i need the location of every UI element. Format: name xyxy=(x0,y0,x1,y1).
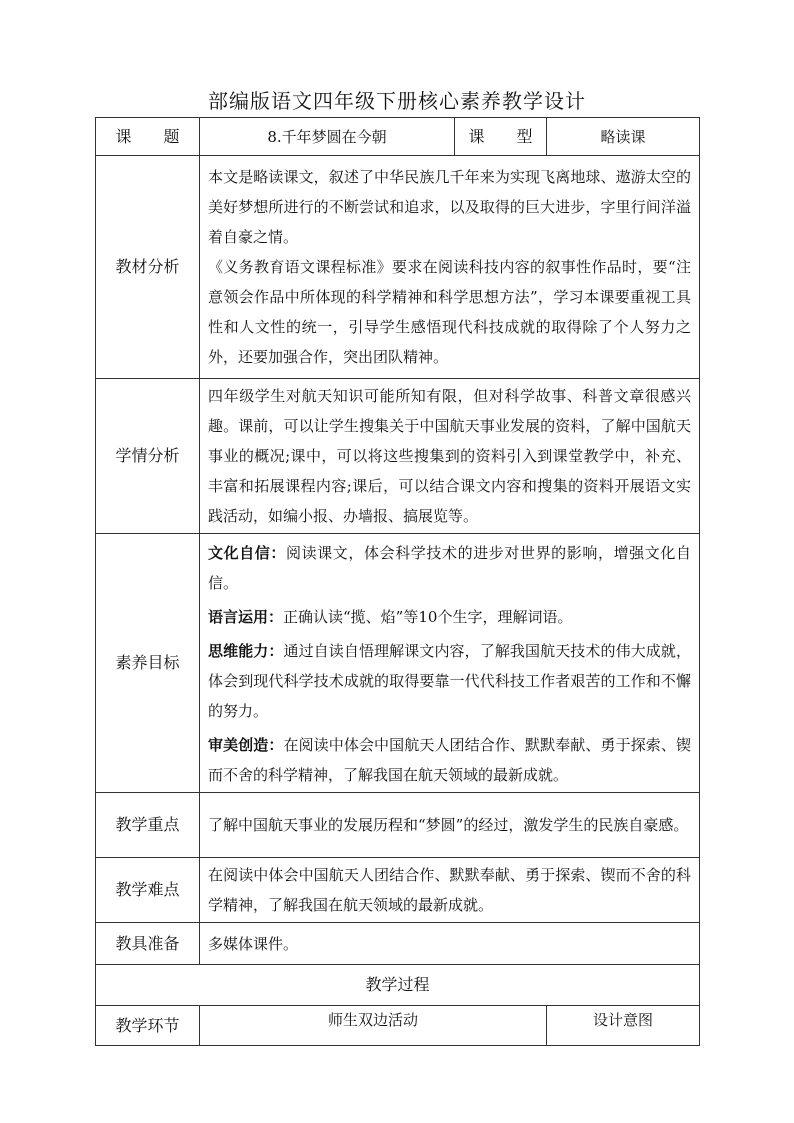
goal-key: 语言运用： xyxy=(208,608,284,626)
lesson-label: 课 题 xyxy=(96,118,200,156)
goal-item xyxy=(208,538,691,598)
page-title: 部编版语文四年级下册核心素养教学设计 xyxy=(208,89,586,113)
goal-text: 阅读课文，体会科学技术的进步对世界的影响，增强文化自信。 xyxy=(208,544,691,592)
goal-item xyxy=(208,730,691,790)
difficult-points-row xyxy=(96,858,700,923)
process-header-row xyxy=(96,1006,700,1046)
teaching-aids-content: 多媒体课件。 xyxy=(200,923,700,965)
key-points-row xyxy=(96,793,700,858)
teaching-aids-row xyxy=(96,923,700,965)
literacy-goals-label: 素养目标 xyxy=(96,534,200,793)
goal-text: 通过自读自悟理解课文内容，了解我国航天技术的伟大成就，体会到现代科学技术成就的取得要靠一代代科技工作者艰苦的工作和不懈的努力。 xyxy=(208,642,691,720)
material-paragraph-2: 《义务教育语文课程标准》要求在阅读科技内容的叙事性作品时，要“注意领会作品中所体现的科学精神和科学思想方法”，学习本课要重视工具性和人文性的统一，引导学生感悟现代科技成就的取得除了个人努力之外，还要加强合作，突出团队精神。 xyxy=(208,258,691,366)
difficult-points-label: 教学难点 xyxy=(96,858,200,923)
material-analysis-label: 教材分析 xyxy=(96,156,200,379)
teaching-aids-label: 教具准备 xyxy=(96,923,200,965)
goal-item xyxy=(208,602,691,632)
lesson-title: 8.千年梦圆在今朝 xyxy=(200,118,455,156)
goal-text: 正确认读“揽、焰”等10个生字，理解词语。 xyxy=(283,608,573,626)
goal-text: 在阅读中体会中国航天人团结合作、默默奉献、勇于探索、锲而不舍的科学精神，了解我国在航天领域的最新成就。 xyxy=(208,736,691,784)
student-analysis-content: 四年级学生对航天知识可能所知有限，但对科学故事、科普文章很感兴趣。课前，可以让学生搜集关于中国航天事业发展的资料，了解中国航天事业的概况;课中，可以将这些搜集到的资料引入到课堂教学中，补充、丰富和拓展课程内容;课后，可以结合课文内容和搜集的资料开展语文实践活动，如编小报、办墙报、搞展览等。 xyxy=(200,379,700,534)
material-analysis-row xyxy=(96,156,700,379)
header-row xyxy=(96,118,700,156)
type-label: 课 型 xyxy=(455,118,547,156)
material-analysis-content xyxy=(200,156,700,379)
process-col-intent: 设计意图 xyxy=(547,1006,700,1046)
process-title: 教学过程 xyxy=(96,965,700,1006)
goal-key: 审美创造： xyxy=(208,736,284,754)
difficult-points-content: 在阅读中体会中国航天人团结合作、默默奉献、勇于探索、锲而不舍的科学精神，了解我国在航天领域的最新成就。 xyxy=(200,858,700,923)
process-col-stage: 教学环节 xyxy=(96,1006,200,1046)
material-paragraph-1: 本文是略读课文，叙述了中华民族几千年来为实现飞离地球、遨游太空的美好梦想所进行的不断尝试和追求，以及取得的巨大进步，字里行间洋溢着自豪之情。 xyxy=(208,168,691,246)
goal-key: 文化自信： xyxy=(208,544,286,562)
process-title-row xyxy=(96,965,700,1006)
key-points-content: 了解中国航天事业的发展历程和“梦圆”的经过，激发学生的民族自豪感。 xyxy=(200,793,700,858)
goal-item xyxy=(208,636,691,726)
student-analysis-row xyxy=(96,379,700,534)
type-value: 略读课 xyxy=(547,118,700,156)
literacy-goals-row xyxy=(96,534,700,793)
student-analysis-label: 学情分析 xyxy=(96,379,200,534)
literacy-goals-content xyxy=(200,534,700,793)
process-col-activity: 师生双边活动 xyxy=(200,1006,547,1046)
goal-key: 思维能力： xyxy=(208,642,284,660)
key-points-label: 教学重点 xyxy=(96,793,200,858)
lesson-plan-table xyxy=(95,117,700,1046)
